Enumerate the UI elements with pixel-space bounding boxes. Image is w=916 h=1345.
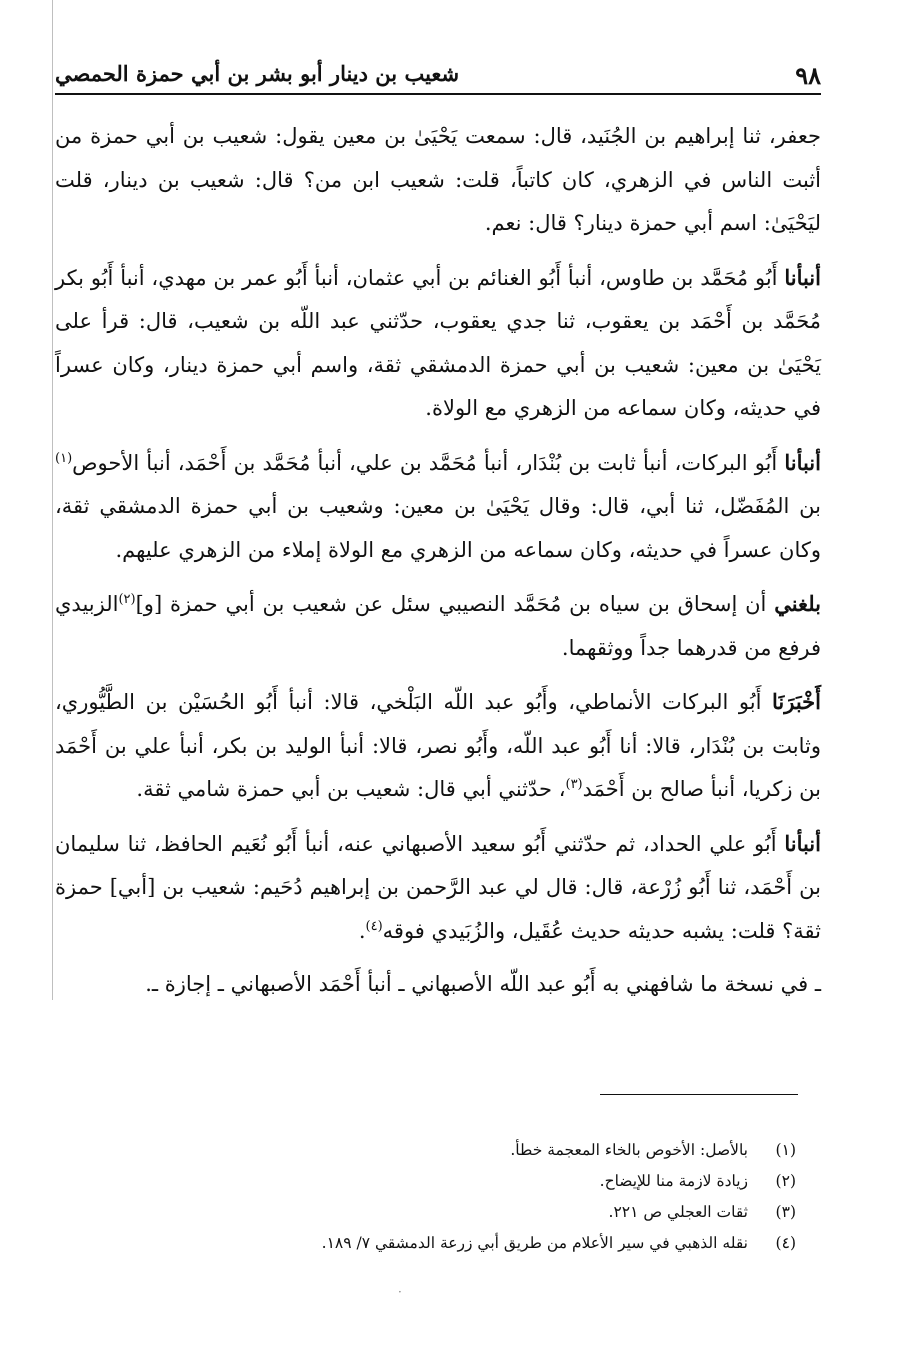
paragraph-text: أَبُو البركات، أنبأ ثابت بن بُنْدَار، أنبأ مُحَمَّد بن علي، أنبأ مُحَمَّد بن أَحْمَد، أنبأ الأحوص [72,450,785,475]
footnote-ref[interactable]: (٤) [365,918,383,934]
header-rule [55,93,821,95]
paragraph-lead: أنبأنا [784,830,821,856]
footnote-text: نقله الذهبي في سير الأعلام من طريق أبي زرعة الدمشقي ٧/ ١٨٩. [321,1234,748,1252]
page-number: ٩٨ [795,61,821,90]
paragraph-text: . [358,918,366,943]
footnote-number: (١) [775,1141,796,1159]
paragraph [55,680,821,812]
footnote [55,1135,796,1166]
footnote [55,1166,796,1197]
footnote-ref[interactable]: (٢) [118,592,136,607]
page-header [55,55,821,95]
running-title: شعيب بن دينار أبو بشر بن أبي حمزة الحمصي [55,61,460,86]
paragraph-lead: أَخْبَرَنَا [772,689,821,714]
footnote-rule [600,1094,798,1095]
footnote-number: (٤) [775,1234,796,1252]
paragraph [55,963,821,1007]
paragraph-text: أَبُو علي الحداد، ثم حدّثني أَبُو سعيد الأصبهاني عنه، أنبأ أَبُو نُعَيم الحافظ، ثنا سليمان بن أَحْمَد، ثنا أَبُو زُرْعة، قال: قال لي عبد الرَّحمن بن إبراهيم دُحَيم: شعيب بن [أبي] حمزة ثقة؟ قلت: يشبه حديثه حديث عُقَيل، والزُبَيدي فوقه [55,831,821,943]
footnote [55,1228,796,1259]
gutter-line [52,0,53,1000]
main-text [55,115,821,1017]
paragraph [55,822,821,954]
paragraph-text: ـ في نسخة ما شافهني به أَبُو عبد اللّه الأصبهاني ـ أنبأ أَحْمَد الأصبهاني ـ إجازة ـ. [145,972,821,996]
paragraph-text: أَبُو مُحَمَّد بن طاوس، أنبأ أَبُو الغنائم بن أبي عثمان، أنبأ أَبُو عمر بن مهدي، أنبأ أَبُو بكر مُحَمَّد بن أَحْمَد بن يعقوب، ثنا جدي يعقوب، حدّثني عبد اللّه بن شعيب، قال: قرأ على يَحْيَىٰ بن معين: شعيب بن أبي حمزة الدمشقي ثقة، واسم أبي حمزة دينار، وكان عسراً في حديثه، وكان سماعه من الزهري مع الولاة. [55,265,821,420]
paragraph [55,582,821,670]
paragraph [55,441,821,573]
footnote-ref[interactable]: (١) [55,450,73,466]
paragraph-text: ، حدّثني أبي قال: شعيب بن أبي حمزة شامي ثقة. [136,777,566,801]
footnote-text: بالأصل: الأخوص بالخاء المعجمة خطأ. [510,1141,748,1159]
paragraph-lead: أنبأنا [784,264,821,290]
paragraph-text: الزبيدي فرفع من قدرهما جداً ووثقهما. [55,592,821,660]
paragraph-text: أن إسحاق بن سياه بن مُحَمَّد النصيبي سئل عن شعيب بن أبي حمزة [و] [135,592,775,616]
paragraph-text: جعفر، ثنا إبراهيم بن الجُنَيد، قال: سمعت يَحْيَىٰ بن معين يقول: شعيب بن أبي حمزة من أثبت الناس في الزهري، كان كاتباً، قلت: شعيب ابن من؟ قال: شعيب بن دينار، قلت ليَحْيَىٰ: اسم أبي حمزة دينار؟ قال: نعم. [55,124,821,235]
footnote-number: (٣) [775,1203,796,1221]
footnote-text: زيادة لازمة منا للإيضاح. [599,1172,748,1190]
footnote-text: ثقات العجلي ص ٢٢١. [608,1203,748,1221]
footnotes [55,1135,796,1259]
paragraph [55,256,821,431]
paragraph [55,115,821,246]
paragraph-lead: أنبأنا [784,449,821,475]
paragraph-text: أَبُو البركات الأنماطي، وأَبُو عبد اللّه البَلْخي، قالا: أنبأ أَبُو الحُسَيْن بن الطَّيُّوري، وثابت بن بُنْدَار، قالا: أنا أَبُو عبد اللّه، وأَبُو نصر، قالا: أنبأ الوليد بن بكر، أنبأ علي بن أَحْمَد بن زكريا، أنبأ صالح بن أَحْمَد [55,690,821,801]
paragraph-text: بن المُفَضّل، ثنا أبي، قال: وقال يَحْيَىٰ بن معين: وشعيب بن أبي حمزة الدمشقي ثقة، وكان عسراً في حديثه، وكان سماعه من الزهري مع الولاة إملاء من الزهري عليهم. [55,494,821,562]
footnote-number: (٢) [775,1172,796,1190]
paragraph-lead: بلغني [774,591,821,616]
footnote-ref[interactable]: (٣) [565,777,583,792]
footnote [55,1197,796,1228]
scan-speck: · [398,1285,402,1299]
